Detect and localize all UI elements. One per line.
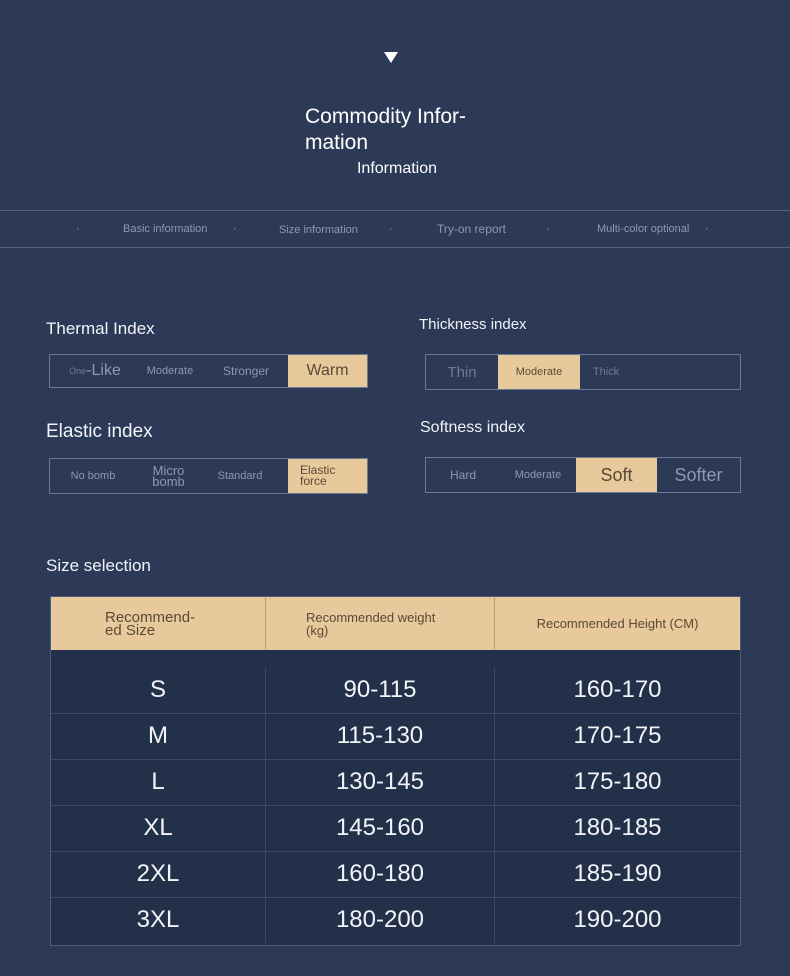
thickness-option-empty bbox=[632, 355, 740, 389]
nav-dot: · bbox=[546, 223, 550, 235]
size-table-header bbox=[51, 597, 740, 650]
nav-try-on-report[interactable]: Try-on report bbox=[437, 222, 506, 236]
height-cell: 185-190 bbox=[573, 860, 662, 887]
weight-cell: 160-180 bbox=[266, 851, 495, 897]
page-title: Commodity Infor- mation bbox=[305, 105, 467, 154]
size-cell: 3XL bbox=[51, 897, 266, 943]
elastic-option-no-bomb: No bomb bbox=[70, 469, 116, 482]
softness-option-moderate: Moderate bbox=[514, 468, 562, 481]
thermal-index-bar bbox=[49, 354, 368, 388]
table-row[interactable] bbox=[51, 897, 740, 943]
page-subtitle: Information bbox=[356, 160, 438, 177]
height-cell: 160-170 bbox=[573, 676, 662, 703]
thickness-index-bar bbox=[425, 354, 741, 390]
thickness-option-thick: Thick bbox=[592, 365, 620, 378]
weight-cell: 145-160 bbox=[266, 805, 495, 851]
nav-size-information[interactable]: Size information bbox=[279, 224, 358, 236]
softness-index-bar bbox=[425, 457, 741, 493]
weight-cell: 130-145 bbox=[266, 759, 495, 805]
weight-cell: 90-115 bbox=[266, 667, 495, 713]
table-row[interactable] bbox=[51, 805, 740, 852]
header-recommended-size: Recommend- ed Size bbox=[51, 597, 266, 650]
softness-option-softer: Softer bbox=[674, 465, 723, 485]
table-row[interactable] bbox=[51, 851, 740, 898]
thickness-option-thin: Thin bbox=[447, 363, 477, 381]
triangle-down-icon bbox=[384, 52, 398, 63]
header-recommended-height: Recommended Height (CM) bbox=[536, 616, 699, 631]
thermal-option-warm: Warm bbox=[288, 355, 367, 387]
elastic-option-elastic-force: Elastic force bbox=[288, 459, 367, 493]
size-table bbox=[50, 596, 741, 946]
nav-dot: · bbox=[705, 223, 709, 235]
size-cell: 2XL bbox=[51, 851, 266, 897]
thermal-option-stronger: Stronger bbox=[222, 364, 270, 378]
size-cell: L bbox=[51, 759, 266, 805]
table-row[interactable] bbox=[51, 759, 740, 806]
table-row[interactable] bbox=[51, 713, 740, 760]
height-cell: 175-180 bbox=[573, 768, 662, 795]
height-cell: 170-175 bbox=[573, 722, 662, 749]
nav-dot: · bbox=[76, 223, 80, 235]
height-cell: 190-200 bbox=[573, 906, 662, 933]
size-selection-title: Size selection bbox=[46, 556, 151, 575]
elastic-index-bar bbox=[49, 458, 368, 494]
thermal-option-one-like: One -Like bbox=[69, 362, 121, 379]
softness-option-soft: Soft bbox=[576, 458, 657, 492]
weight-cell: 180-200 bbox=[266, 897, 495, 943]
nav-dot: · bbox=[233, 223, 237, 235]
size-cell: S bbox=[51, 667, 266, 713]
thermal-option-moderate: Moderate bbox=[146, 364, 194, 377]
nav-dot: · bbox=[389, 223, 393, 235]
nav-multi-color-optional[interactable]: Multi-color optional bbox=[597, 223, 690, 235]
header-recommended-weight: Recommended weight (kg) bbox=[266, 597, 495, 650]
softness-option-hard: Hard bbox=[449, 468, 476, 482]
table-row[interactable] bbox=[51, 667, 740, 714]
height-cell: 180-185 bbox=[573, 814, 662, 841]
thickness-option-moderate: Moderate bbox=[498, 355, 580, 389]
nav-basic-information[interactable]: Basic information bbox=[123, 223, 208, 235]
elastic-option-standard: Standard bbox=[217, 469, 263, 482]
weight-cell: 115-130 bbox=[266, 713, 495, 759]
elastic-index-title: Elastic index bbox=[46, 421, 153, 442]
softness-index-title: Softness index bbox=[420, 419, 525, 436]
size-table-body bbox=[51, 650, 740, 945]
size-cell: XL bbox=[51, 805, 266, 851]
info-nav bbox=[0, 210, 790, 248]
elastic-option-micro-bomb: Micro bomb bbox=[152, 463, 185, 489]
thermal-index-title: Thermal Index bbox=[46, 319, 155, 338]
thickness-index-title: Thickness index bbox=[419, 316, 527, 333]
size-cell: M bbox=[51, 713, 266, 759]
